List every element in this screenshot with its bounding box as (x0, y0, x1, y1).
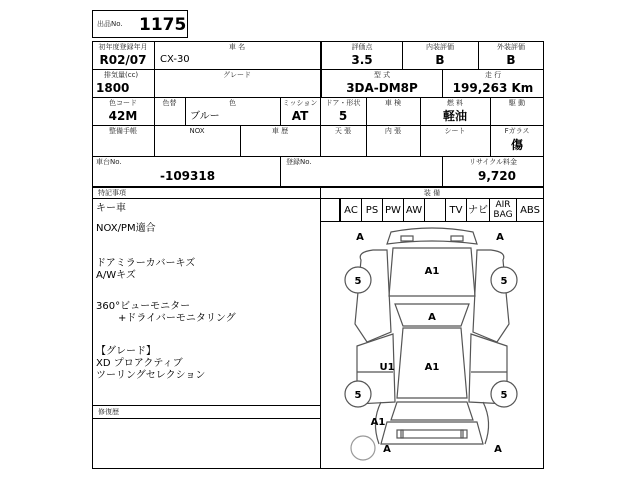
equipment-ac: AC (340, 198, 362, 222)
note-line: 【グレード】 (96, 346, 156, 357)
mark-roof: A1 (424, 362, 440, 373)
mark-tire-rl: 5 (354, 390, 362, 401)
fuel-label: 燃 料 (446, 99, 464, 107)
mark-rear-bottom-left: A (383, 444, 391, 455)
note-line: 360°ビューモニター (96, 301, 191, 312)
lot-number-box (92, 10, 188, 38)
note-line: A/Wキズ (96, 270, 136, 281)
equipment-label: 装 備 (423, 189, 441, 197)
drive-label: 駆 動 (508, 99, 526, 107)
year-value: R02/07 (99, 53, 147, 67)
headliner-label: 天 張 (334, 127, 352, 135)
repair-history-label: 修復歴 (98, 408, 119, 416)
mission-value: AT (291, 109, 309, 123)
equipment-ps: PS (361, 198, 383, 222)
lot-number: 1175 (139, 15, 187, 35)
model-value: CX-30 (160, 54, 190, 65)
chassis-value: -109318 (160, 169, 216, 183)
equipment-navi: ナビ (466, 198, 490, 222)
mark-front-right: A (496, 232, 504, 243)
mark-tire-fl: 5 (354, 276, 362, 287)
type-label: 型 式 (373, 71, 391, 79)
color-code-label: 色コード (109, 99, 137, 107)
interior-grade-label: 内装評価 (426, 43, 454, 51)
mileage-value: 199,263 Km (452, 81, 534, 95)
recycle-label: リサイクル料金 (468, 158, 518, 166)
mark-front-left: A (356, 232, 364, 243)
equipment-pw: PW (382, 198, 404, 222)
special-notes-label: 特記事項 (98, 189, 126, 197)
note-line: ドアミラーカバーキズ (96, 258, 196, 269)
car-damage-diagram (321, 222, 543, 468)
mark-tire-fr: 5 (500, 276, 508, 287)
mission-label: ミッション (282, 99, 318, 107)
glass-value: 傷 (510, 138, 523, 152)
displacement-value: 1800 (96, 81, 130, 95)
doors-value: 5 (338, 109, 348, 123)
score-label: 評価点 (351, 43, 373, 51)
equipment-abs: ABS (516, 198, 544, 222)
year-label: 初年度登録年月 (98, 43, 148, 51)
model-label: 車 名 (228, 43, 246, 51)
nox-label: NOX (189, 127, 205, 135)
color-value: ブルー (190, 111, 220, 122)
equipment-tv: TV (445, 198, 467, 222)
capacity-label: 車 検 (384, 99, 402, 107)
score-value: 3.5 (351, 53, 373, 67)
equipment-blank (424, 198, 446, 222)
seat-label: シート (444, 127, 466, 135)
note-line: NOX/PM適合 (96, 223, 156, 234)
note-line: +ドライバーモニタリング (118, 313, 236, 324)
mark-door-left: U1 (379, 362, 395, 373)
note-line: XD プロアクティブ (96, 358, 183, 369)
type-value: 3DA-DM8P (346, 81, 418, 95)
interior-grade-value: B (435, 53, 445, 67)
exterior-grade-value: B (506, 53, 516, 67)
note-line: ツーリングセレクション (96, 370, 206, 381)
maintenance-label: 整備手帳 (109, 127, 137, 135)
recycle-value: 9,720 (478, 169, 516, 183)
history-label: 車 歴 (271, 127, 289, 135)
color-label: 色 (229, 99, 236, 107)
mark-rear-bottom-right: A (494, 444, 502, 455)
note-line: キー車 (96, 203, 126, 214)
fuel-value: 軽油 (442, 109, 467, 123)
mark-rear-left: A1 (370, 417, 386, 428)
mileage-label: 走 行 (484, 71, 502, 79)
mark-tire-rr: 5 (500, 390, 508, 401)
grade-label: グレード (223, 71, 251, 79)
registration-label: 登録No. (286, 158, 312, 166)
equipment-aw: AW (403, 198, 425, 222)
exterior-grade-label: 外装評価 (497, 43, 525, 51)
lot-number-label: 出品No. (97, 20, 123, 28)
doors-label: ドア・形状 (325, 99, 361, 107)
color-code-value: 42M (108, 109, 138, 123)
tone-label: 色替 (162, 99, 177, 107)
chassis-label: 車台No. (96, 158, 122, 166)
mark-hood: A1 (424, 266, 440, 277)
equipment-airbag: AIR BAG (489, 198, 517, 222)
glass-label: Fガラス (504, 127, 530, 135)
interior-trim-label: 内 張 (384, 127, 402, 135)
displacement-label: 排気量(cc) (104, 71, 139, 79)
mark-windshield: A (428, 312, 436, 323)
